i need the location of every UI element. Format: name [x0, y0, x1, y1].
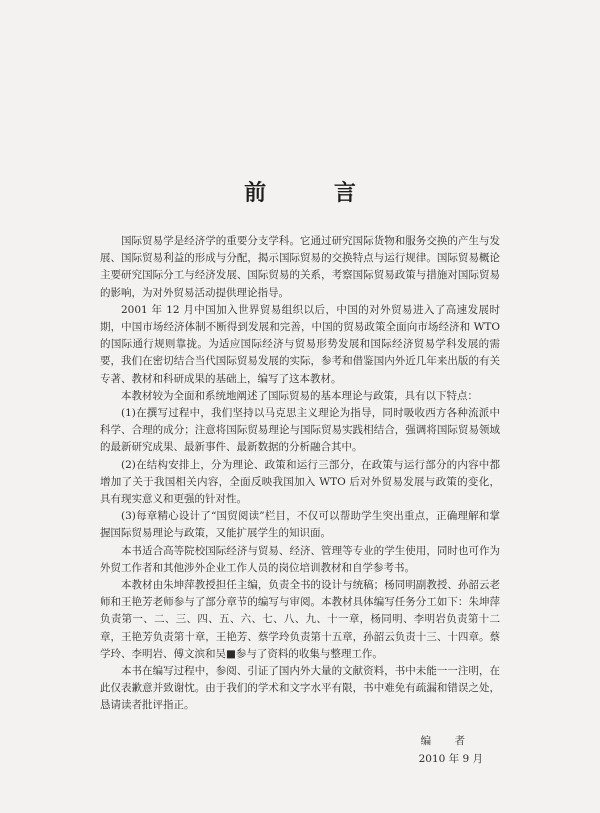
paragraph: 本教材较为全面和系统地阐述了国际贸易的基本理论与政策，具有以下特点： [121, 389, 478, 402]
preface-body [100, 233, 500, 715]
paragraph: (1)在撰写过程中，我们坚持以马克思主义理论为指导，同时吸收西方各种流派中科学、合理的成分；注意将国际贸易理论与国际贸易实践相结合，强调将国际贸易领域的最新研究成果、最新事件、最新数据的分析融合其中。 [100, 407, 500, 454]
paragraph: (2)在结构安排上，分为理论、政策和运行三部分，在政策与运行部分的内容中都增加了关于我国相关内容，全面反映我国加入 WTO 后对外贸易发展与政策的变化，具有现实意义和更强的针对性。 [100, 458, 500, 506]
paragraph: 本书适合高等院校国际经济与贸易、经济、管理等专业的学生使用，同时也可作为外贸工作者和其他涉外企业工作人员的岗位培训教材和自学参考书。 [100, 544, 500, 574]
paragraph: 2001 年 12 月中国加入世界贸易组织以后，中国的对外贸易进入了高速发展时期，中国市场经济体制不断得到发展和完善，中国的贸易政策全面向市场经济和 WTO 的国际通行规则靠拢。为适应国际经济与贸易形势发展和国际经济贸易学科发展的需要，我们在密切结合当代国际贸易发展的实际，参考和借鉴国内外近几年来出版的有关专著、教材和科研成果的基础上，编写了这本教材。 [100, 303, 500, 385]
page-title: 前 言 [244, 180, 386, 206]
paragraph: 本教材由朱坤萍教授担任主编，负责全书的设计与统稿；杨同明副教授、孙韶云老师和王艳芳老师参与了部分章节的编写与审阅。本教材具体编写任务分工如下：朱坤萍负责第一、二、三、四、五、六、七、八、九、十一章，杨同明、李明岩负责第十二章，王艳芳负责第十章，王艳芳、蔡学玲负责第十五章，孙韶云负责十三、十四章。蔡学玲、李明岩、傅文滨和吴■参与了资料的收集与整理工作。 [100, 579, 500, 660]
signature-author: 编 者 [420, 735, 475, 747]
signature-date: 2010 年 9 月 [418, 753, 483, 765]
paragraph: (3)每章精心设计了“国贸阅读”栏目，不仅可以帮助学生突出重点，正确理解和掌握国际贸易理论与政策，又能扩展学生的知识面。 [100, 510, 500, 540]
paragraph: 本书在编写过程中，参阅、引证了国内外大量的文献资料，书中未能一一注明，在此仅表歉意并致谢忱。由于我们的学术和文字水平有限，书中难免有疏漏和错误之处，恳请读者批评指正。 [100, 665, 500, 712]
paragraph: 国际贸易学是经济学的重要分支学科。它通过研究国际货物和服务交换的产生与发展、国际贸易利益的形成与分配，揭示国际贸易的交换特点与运行规律。国际贸易概论主要研究国际分工与经济发展、国际贸易的关系，考察国际贸易政策与措施对国际贸易的影响，为对外贸易活动提供理论指导。 [100, 235, 500, 299]
